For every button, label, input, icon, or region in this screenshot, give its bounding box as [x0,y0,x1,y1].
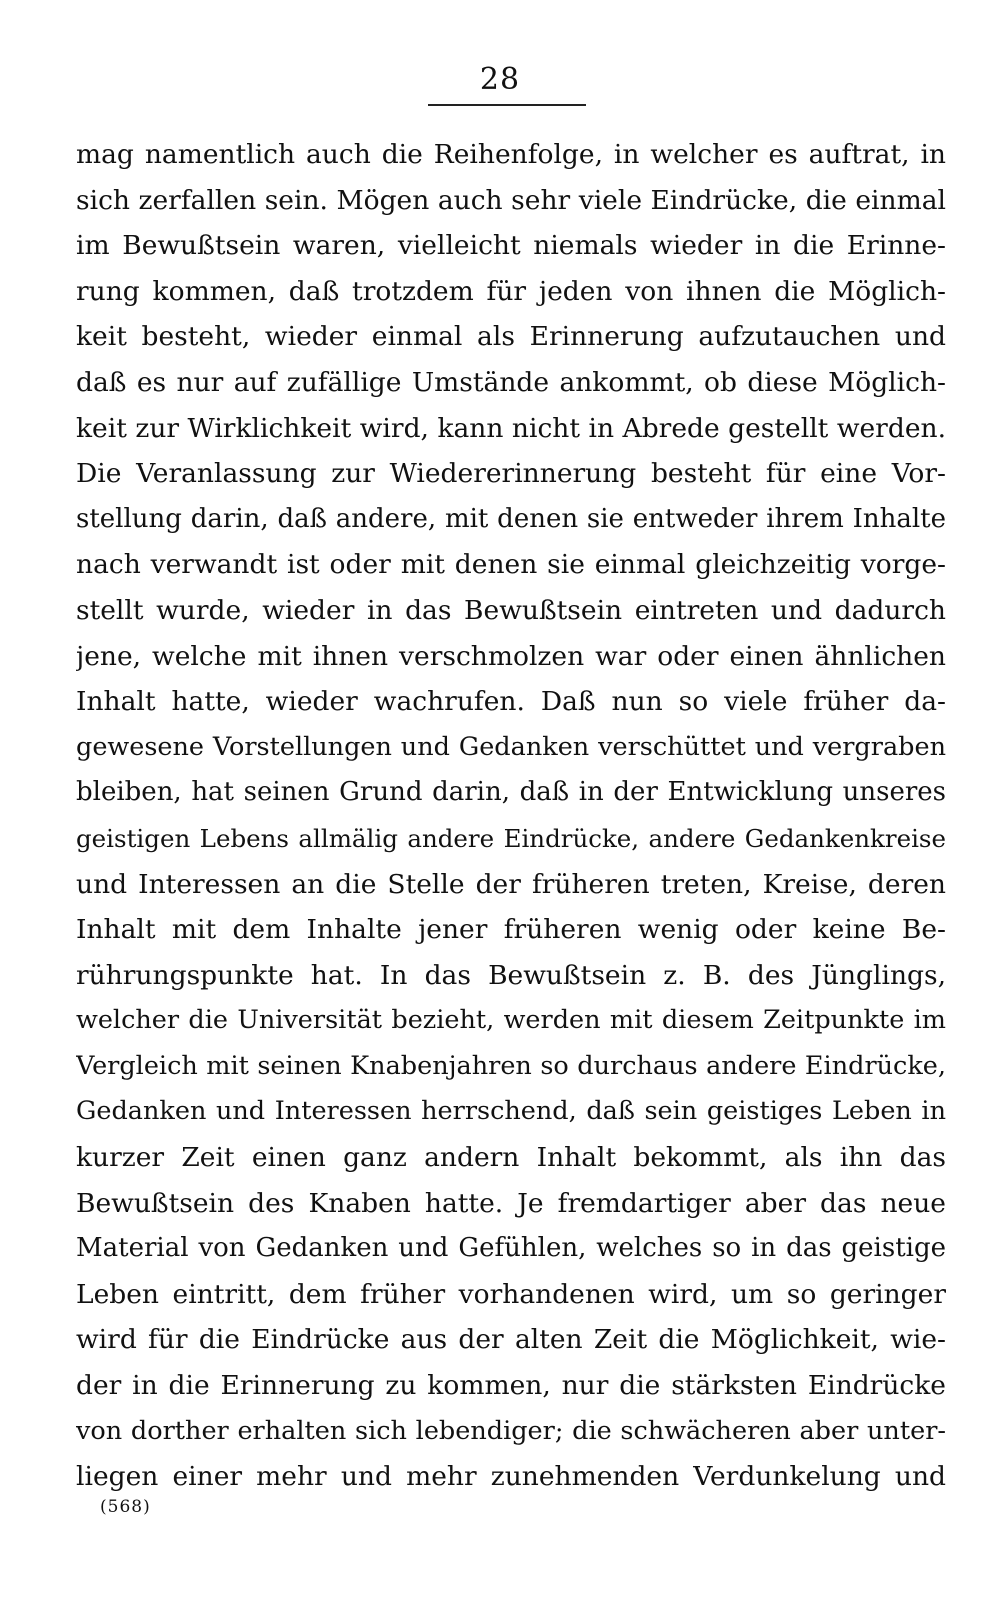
text-line: Die Veranlassung zur Wiedererinnerung besteht für eine Vor- [76,458,946,490]
text-line: geistigen Lebens allmälig andere Eindrücke, andere Gedankenkreise [76,823,946,853]
text-line: Bewußtsein des Knaben hatte. Je fremdartiger aber das neue [76,1187,946,1219]
text-line: daß es nur auf zufällige Umstände ankommt, ob diese Möglich- [76,366,946,398]
header-rule [428,104,586,106]
text-line: jene, welche mit ihnen verschmolzen war oder einen ähnlichen [76,640,946,672]
text-line: Leben eintritt, dem früher vorhandenen wird, um so geringer [76,1278,946,1310]
text-line: keit besteht, wieder einmal als Erinnerung aufzutauchen und [76,321,946,353]
text-line: bleiben, hat seinen Grund darin, daß in der Entwicklung unseres [76,777,946,808]
text-line: stellt wurde, wieder in das Bewußtsein eintreten und dadurch [76,594,946,626]
text-line: von dorther erhalten sich lebendiger; die schwächeren aber unter- [76,1415,946,1446]
text-line: wird für die Eindrücke aus der alten Zeit die Möglichkeit, wie- [76,1324,946,1356]
text-line: liegen einer mehr und mehr zunehmenden Verdunkelung und [76,1461,946,1493]
text-line: Material von Gedanken und Gefühlen, welches so in das geistige [76,1233,946,1264]
text-line: stellung darin, daß andere, mit denen sie entweder ihrem Inhalte [76,503,946,534]
text-line: sich zerfallen sein. Mögen auch sehr viele Eindrücke, die einmal [76,184,946,216]
text-line: kurzer Zeit einen ganz andern Inhalt bekommt, als ihn das [76,1142,946,1174]
text-line: der in die Erinnerung zu kommen, nur die stärksten Eindrücke [76,1370,946,1402]
signature-mark: (568) [100,1497,151,1517]
text-line: Inhalt mit dem Inhalte jener früheren wenig oder keine Be- [76,914,946,946]
page-number: 28 [479,62,521,97]
text-line: gewesene Vorstellungen und Gedanken verschüttet und vergraben [76,731,946,762]
text-line: rührungspunkte hat. In das Bewußtsein z. B. des Jünglings, [76,959,946,991]
text-line: rung kommen, daß trotzdem für jeden von ihnen die Möglich- [76,275,946,307]
text-line: Inhalt hatte, wieder wachrufen. Daß nun so viele früher da- [76,686,946,718]
text-line: mag namentlich auch die Reihenfolge, in welcher es auftrat, in [76,139,946,170]
text-line: welcher die Universität bezieht, werden mit diesem Zeitpunkte im [76,1005,946,1036]
text-line: nach verwandt ist oder mit denen sie einmal gleichzeitig vorge- [76,549,946,581]
text-line: keit zur Wirklichkeit wird, kann nicht in Abrede gestellt werden. [76,412,946,444]
text-line: Gedanken und Interessen herrschend, daß sein geistiges Leben in [76,1096,946,1127]
body-text [76,132,946,1500]
text-line: im Bewußtsein waren, vielleicht niemals wieder in die Erinne- [76,230,946,262]
text-line: Vergleich mit seinen Knabenjahren so durchaus andere Eindrücke, [76,1050,946,1081]
text-line: und Interessen an die Stelle der früheren treten, Kreise, deren [76,868,946,900]
